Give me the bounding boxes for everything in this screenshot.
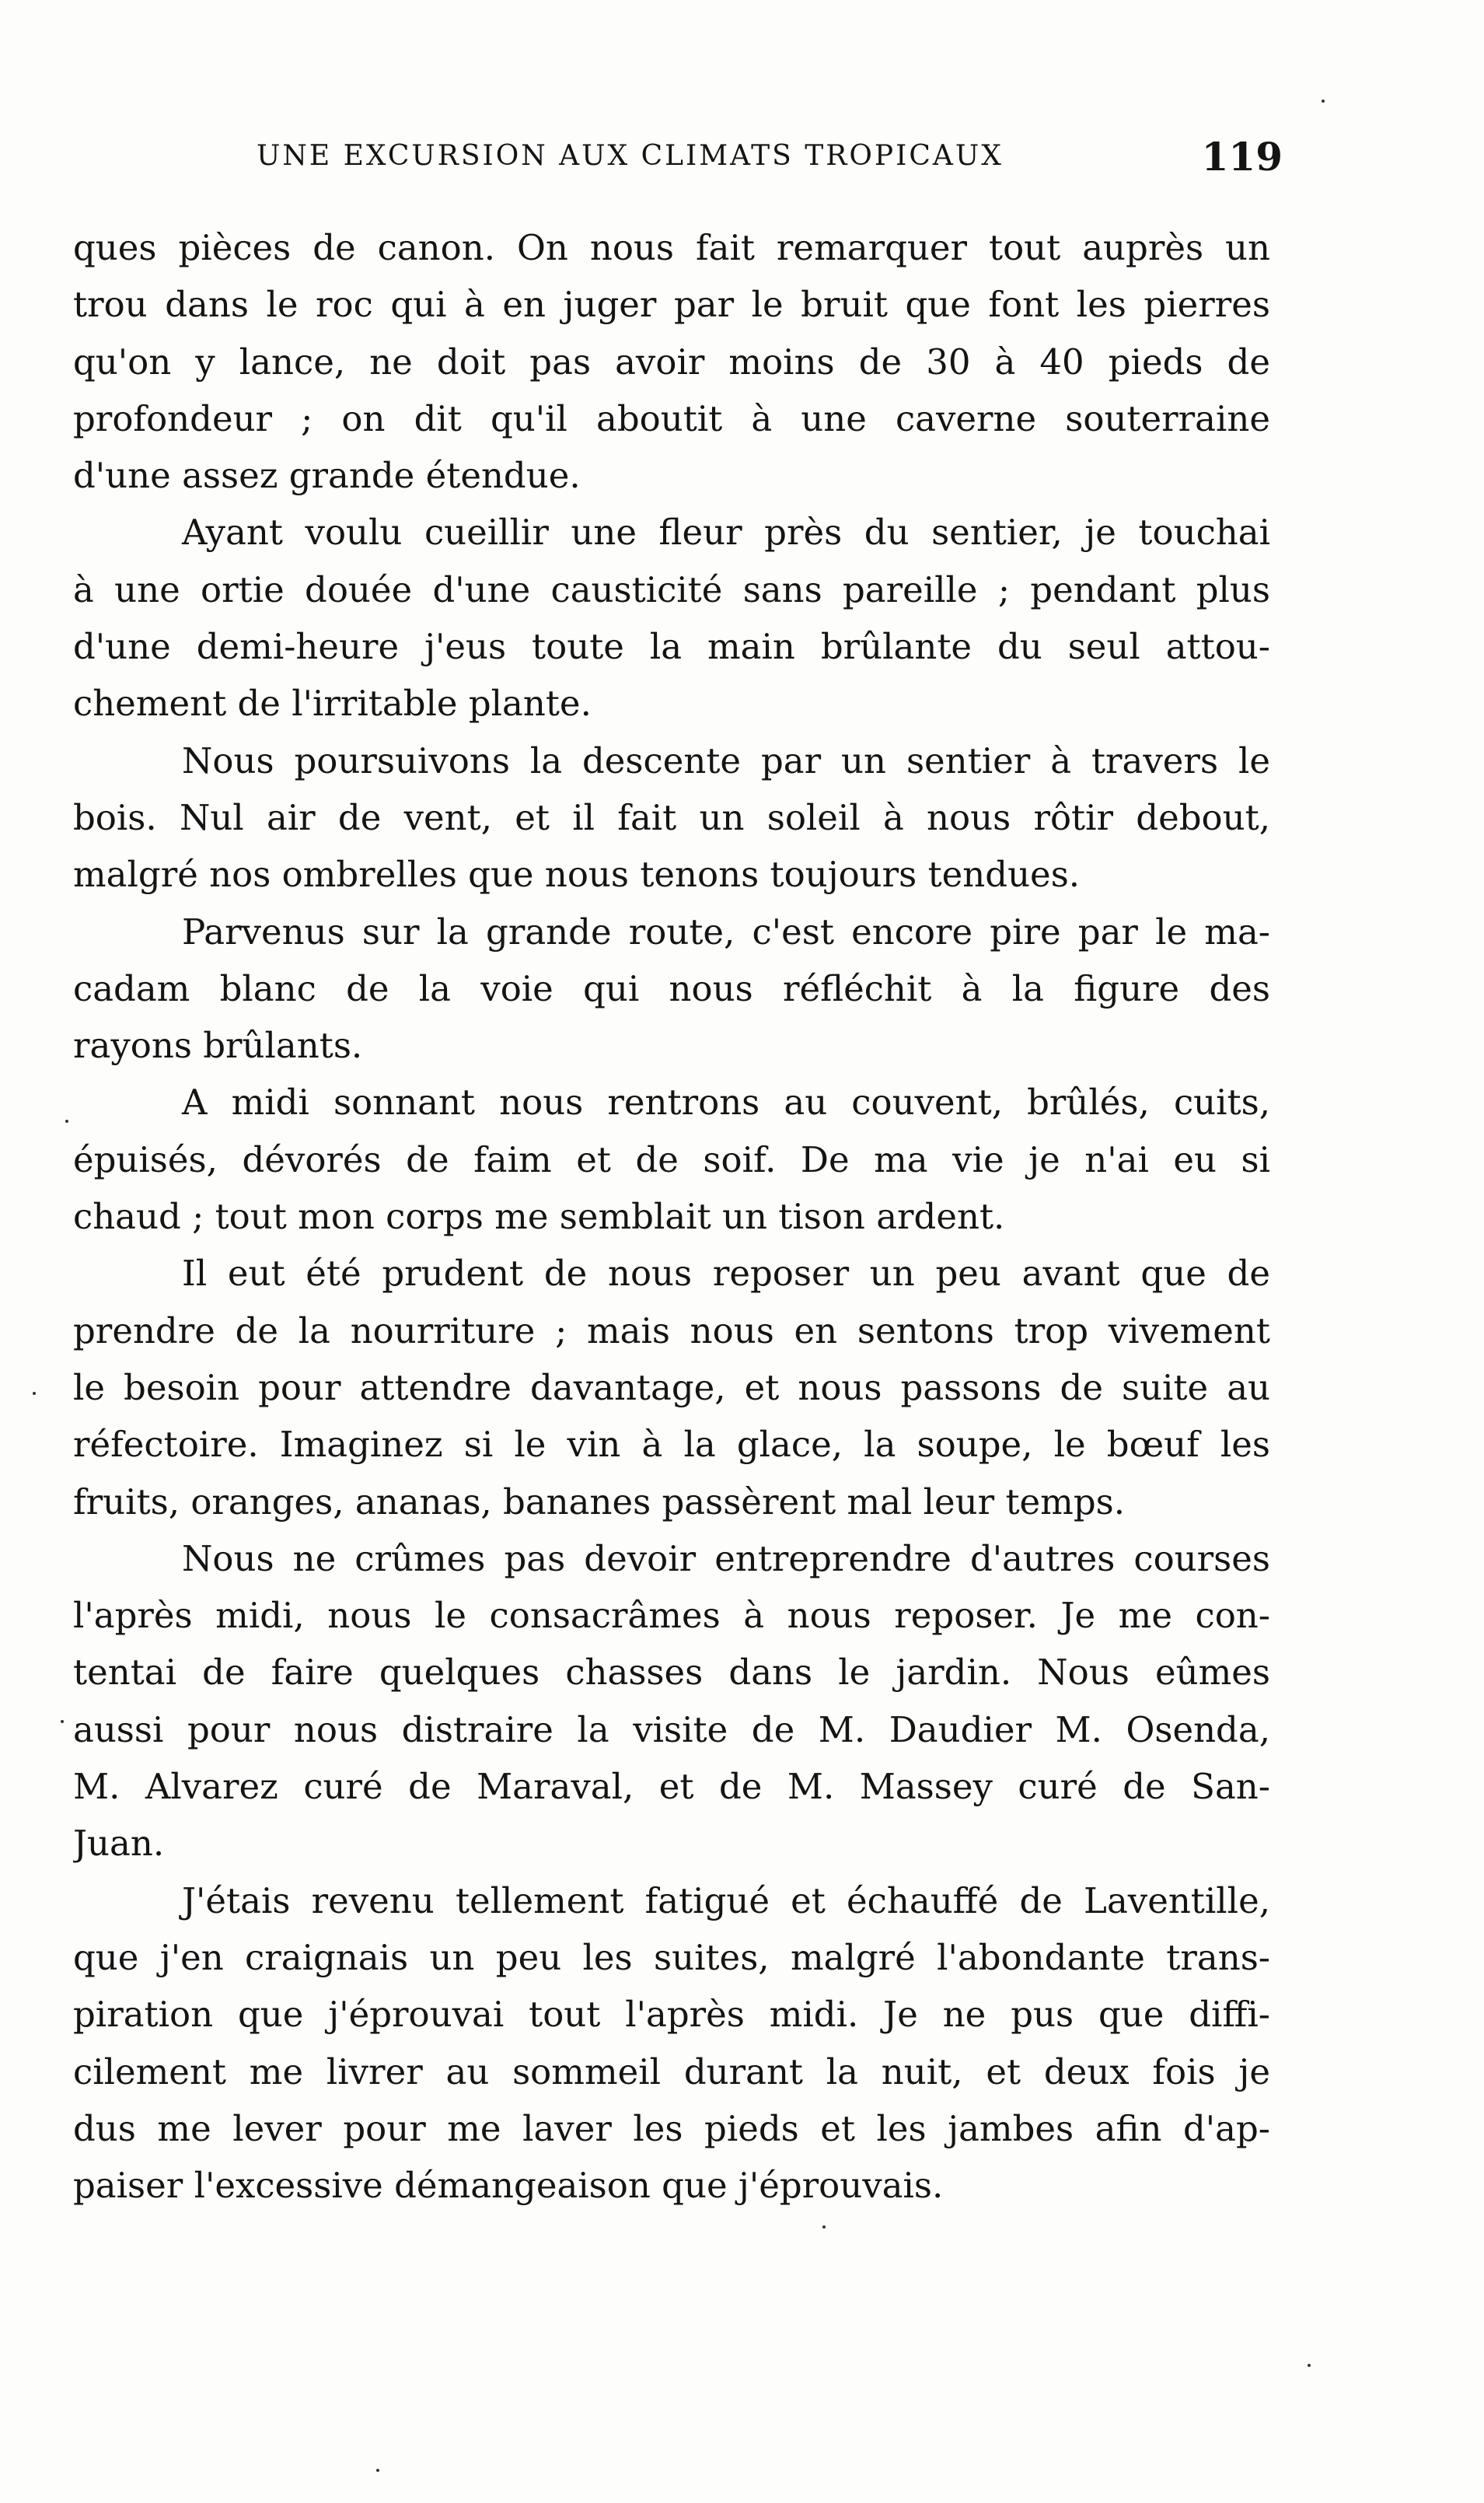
text-line: malgré nos ombrelles que nous tenons toujours tendues. xyxy=(73,854,1081,896)
text-line: épuisés, dévorés de faim et de soif. De ma vie je n'ai eu si xyxy=(73,1138,1270,1180)
paragraph-first-line: A midi sonnant nous rentrons au couvent, brûlés, cuits, xyxy=(182,1082,1270,1124)
text-line: Juan. xyxy=(73,1823,165,1865)
paragraph-first-line: Nous poursuivons la descente par un sentier à travers le xyxy=(182,739,1270,781)
text-line: chement de l'irritable plante. xyxy=(73,683,592,725)
ink-speck xyxy=(33,1392,36,1395)
text-line: dus me lever pour me laver les pieds et les jambes afin d'ap- xyxy=(73,2107,1270,2149)
paragraph-first-line: Ayant voulu cueillir une fleur près du sentier, je touchai xyxy=(182,512,1270,554)
text-line: réfectoire. Imaginez si le vin à la glace, la soupe, le bœuf les xyxy=(73,1424,1270,1466)
running-head xyxy=(257,134,1283,188)
paragraph-first-line: Nous ne crûmes pas devoir entreprendre d'autres courses xyxy=(182,1537,1270,1579)
text-line: d'une assez grande étendue. xyxy=(73,455,581,497)
text-line: trou dans le roc qui à en juger par le bruit que font les pierres xyxy=(73,284,1270,326)
text-line: d'une demi-heure j'eus toute la main brûlante du seul attou- xyxy=(73,626,1270,668)
text-line: bois. Nul air de vent, et il fait un soleil à nous rôtir debout, xyxy=(73,796,1270,838)
text-line: aussi pour nous distraire la visite de M. Daudier M. Osenda, xyxy=(73,1708,1270,1750)
text-line: qu'on y lance, ne doit pas avoir moins de 30 à 40 pieds de xyxy=(73,341,1270,383)
text-line: que j'en craignais un peu les suites, malgré l'abondante trans- xyxy=(73,1936,1270,1978)
ink-speck xyxy=(1322,100,1325,103)
text-line: rayons brûlants. xyxy=(73,1025,363,1067)
ink-speck xyxy=(376,2469,379,2472)
ink-speck xyxy=(822,2225,826,2229)
text-line: fruits, oranges, ananas, bananes passèrent mal leur temps. xyxy=(73,1480,1126,1522)
text-line: tentai de faire quelques chasses dans le jardin. Nous eûmes xyxy=(73,1652,1270,1694)
body-text xyxy=(73,219,1270,2214)
paragraph-first-line: Il eut été prudent de nous reposer un peu avant que de xyxy=(182,1253,1270,1295)
text-line: prendre de la nourriture ; mais nous en sentons trop vivement xyxy=(73,1309,1270,1351)
ink-speck xyxy=(1308,2364,1311,2367)
paragraph-first-line: J'étais revenu tellement fatigué et échauffé de Laventille, xyxy=(182,1879,1270,1921)
text-line: M. Alvarez curé de Maraval, et de M. Massey curé de San- xyxy=(73,1766,1270,1808)
text-line: ques pièces de canon. On nous fait remarquer tout auprès un xyxy=(73,227,1270,268)
text-line: cilement me livrer au sommeil durant la nuit, et deux fois je xyxy=(73,2050,1270,2092)
text-line: l'après midi, nous le consacrâmes à nous reposer. Je me con- xyxy=(73,1595,1270,1637)
text-line: paiser l'excessive démangeaison que j'éprouvais. xyxy=(73,2165,944,2207)
text-line: à une ortie douée d'une causticité sans pareille ; pendant plus xyxy=(73,568,1270,610)
ink-speck xyxy=(65,1120,68,1123)
running-title: UNE EXCURSION AUX CLIMATS TROPICAUX xyxy=(257,140,1004,172)
page-number: 119 xyxy=(1201,134,1283,180)
ink-speck xyxy=(61,1720,64,1723)
text-line: chaud ; tout mon corps me semblait un tison ardent. xyxy=(73,1196,1005,1238)
text-line: le besoin pour attendre davantage, et nous passons de suite au xyxy=(73,1366,1270,1408)
paragraph-first-line: Parvenus sur la grande route, c'est encore pire par le ma- xyxy=(182,911,1270,953)
text-line: cadam blanc de la voie qui nous réfléchit à la figure des xyxy=(73,967,1270,1009)
text-line: piration que j'éprouvai tout l'après midi. Je ne pus que diffi- xyxy=(73,1994,1270,2036)
text-line: profondeur ; on dit qu'il aboutit à une caverne souterraine xyxy=(73,397,1270,439)
